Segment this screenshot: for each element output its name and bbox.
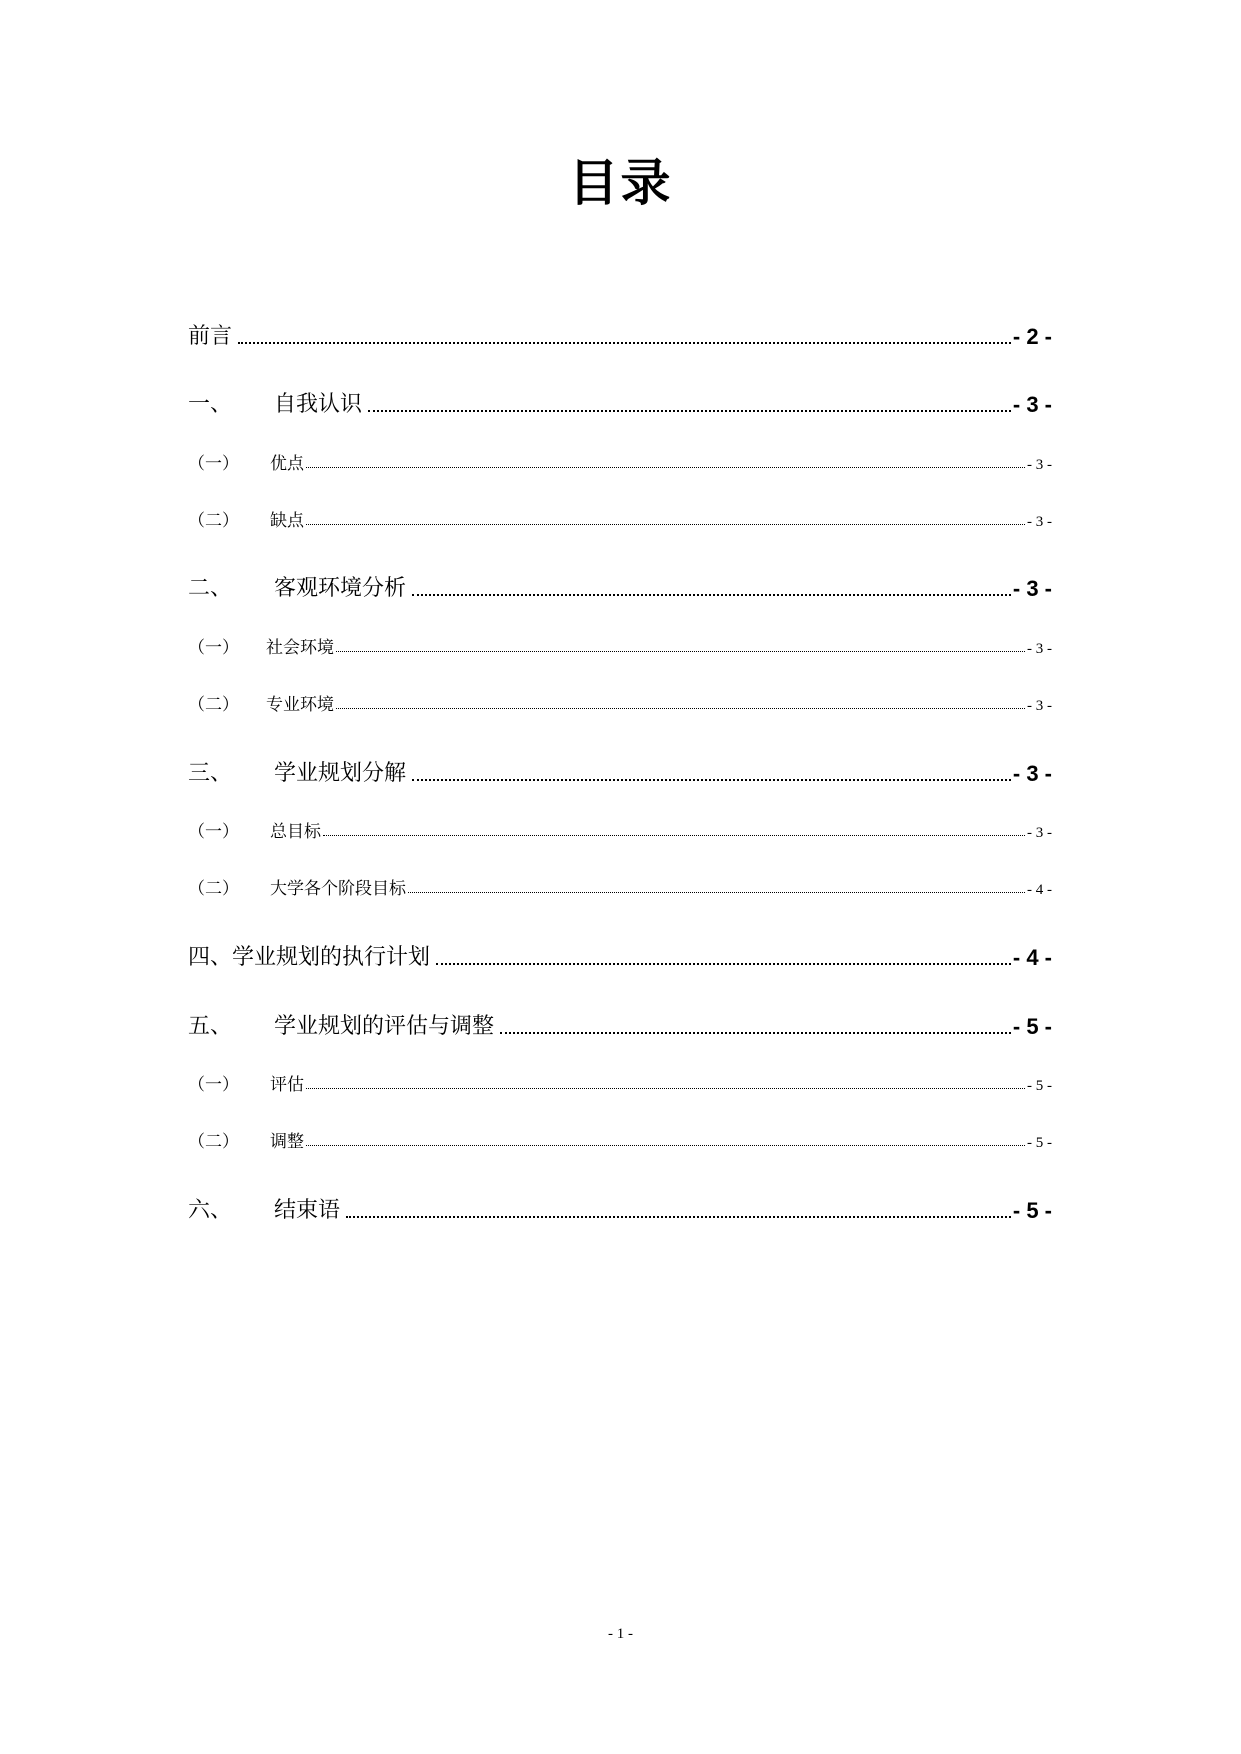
toc-entry-self-awareness[interactable] [188,386,1052,418]
toc-entry-label: 客观环境分析 [274,576,407,601]
page-title: 目录 [568,154,673,212]
toc-entry-number: 三、 [188,761,233,786]
toc-entry-page: - 3 - [1027,514,1052,530]
dot-leader [238,342,1011,344]
toc-entry-label: 缺点 [270,511,304,531]
page-number-footer: - 1 - [608,1626,633,1642]
dot-leader [346,1216,1011,1218]
toc-entry-label: 社会环境 [266,638,334,658]
toc-entry-strengths[interactable] [188,448,1052,474]
toc-entry-page: - 2 - [1012,324,1052,349]
toc-entry-label: 评估 [270,1075,304,1095]
toc-entry-overall-goal[interactable] [188,816,1052,842]
toc-entry-evaluation-adjustment[interactable] [188,1008,1052,1040]
dot-leader [306,1088,1025,1089]
toc-entry-label: 学业规划的执行计划 [232,945,431,970]
table-of-contents [188,0,1052,1754]
dot-leader [408,892,1025,893]
toc-entry-number: （一） [188,638,239,658]
toc-entry-professional-environment[interactable] [188,689,1052,715]
toc-entry-number: （二） [188,1132,239,1152]
toc-entry-number: 五、 [188,1014,233,1039]
toc-entry-adjustment[interactable] [188,1126,1052,1152]
toc-entry-number: 四、 [188,945,233,970]
toc-entry-preface[interactable] [188,318,1052,350]
toc-entry-page: - 5 - [1012,1014,1052,1039]
toc-entry-number: （二） [188,879,239,899]
toc-entry-label: 自我认识 [274,392,363,417]
toc-entry-page: - 4 - [1012,945,1052,970]
toc-entry-label: 前言 [188,324,233,349]
toc-entry-label: 结束语 [274,1198,341,1223]
toc-entry-number: 六、 [188,1198,233,1223]
dot-leader [436,963,1011,965]
toc-entry-page: - 3 - [1027,698,1052,714]
toc-entry-page: - 5 - [1027,1135,1052,1151]
toc-entry-label: 总目标 [270,822,321,842]
toc-entry-label: 大学各个阶段目标 [270,879,406,899]
toc-entry-number: 二、 [188,576,233,601]
dot-leader [336,651,1025,652]
toc-entry-page: - 3 - [1012,761,1052,786]
toc-entry-page: - 3 - [1012,392,1052,417]
toc-entry-environment-analysis[interactable] [188,570,1052,602]
toc-entry-number: 一、 [188,392,233,417]
toc-entry-conclusion[interactable] [188,1192,1052,1224]
toc-entry-page: - 5 - [1027,1078,1052,1094]
toc-entry-page: - 3 - [1012,576,1052,601]
dot-leader [500,1032,1011,1034]
toc-entry-stage-goals[interactable] [188,873,1052,899]
toc-entry-number: （二） [188,695,239,715]
dot-leader [306,1145,1025,1146]
toc-entry-label: 优点 [270,454,304,474]
dot-leader [306,524,1025,525]
toc-entry-number: （一） [188,1075,239,1095]
toc-entry-number: （二） [188,511,239,531]
toc-entry-page: - 3 - [1027,825,1052,841]
dot-leader [412,779,1011,781]
dot-leader [412,594,1011,596]
toc-entry-number: （一） [188,822,239,842]
dot-leader [368,410,1011,412]
toc-entry-weaknesses[interactable] [188,505,1052,531]
toc-entry-label: 学业规划分解 [274,761,407,786]
toc-entry-plan-breakdown[interactable] [188,755,1052,787]
toc-entry-page: - 4 - [1027,882,1052,898]
toc-entry-page: - 5 - [1012,1198,1052,1223]
dot-leader [336,708,1025,709]
toc-entry-evaluation[interactable] [188,1069,1052,1095]
toc-entry-social-environment[interactable] [188,632,1052,658]
toc-entry-label: 学业规划的评估与调整 [274,1014,495,1039]
dot-leader [306,467,1025,468]
toc-entry-label: 调整 [270,1132,304,1152]
toc-entry-page: - 3 - [1027,641,1052,657]
toc-entry-page: - 3 - [1027,457,1052,473]
toc-entry-number: （一） [188,454,239,474]
dot-leader [323,835,1025,836]
toc-entry-label: 专业环境 [266,695,334,715]
toc-entry-execution-plan[interactable] [188,939,1052,971]
